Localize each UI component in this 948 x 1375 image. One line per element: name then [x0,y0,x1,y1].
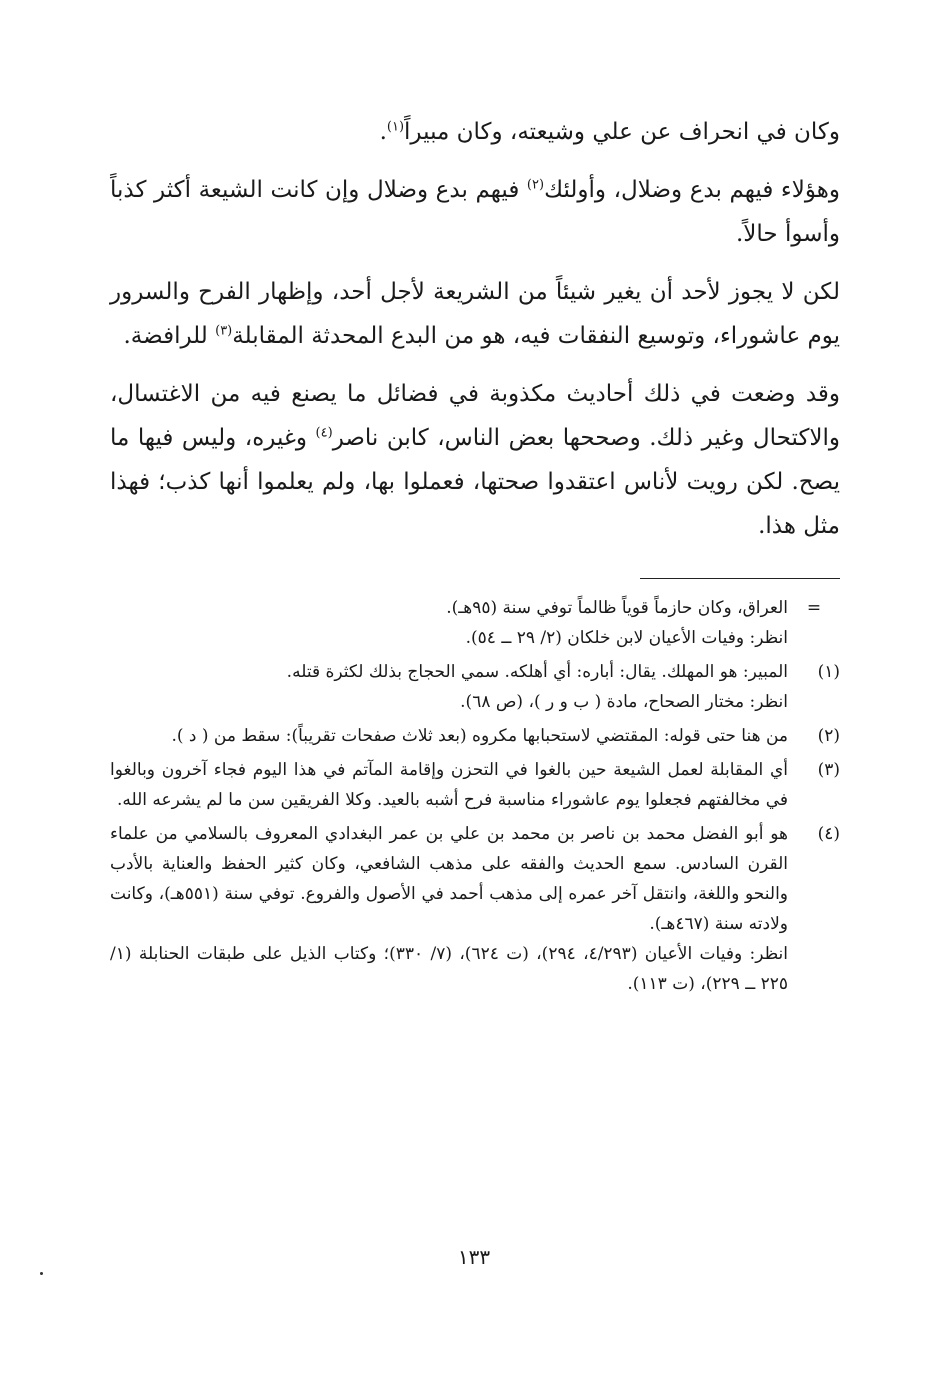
footnote-item [110,657,840,717]
footnote-number: (٣) [817,760,840,780]
paragraph: لكن لا يجوز لأحد أن يغير شيئاً من الشريعة لأجل أحد، وإظهار الفرح والسرور يوم عاشوراء، وتوسيع النفقات فيه، هو من البدع المحدثة المقابلة$^{(٣)}$ للرافضة. [110,279,840,349]
main-text [110,110,840,548]
footnote-line: أي المقابلة لعمل الشيعة حين بالغوا في التحزن وإقامة المآتم في هذا اليوم فجاء آخرون وبالغوا في مخالفتهم فجعلوا يوم عاشوراء مناسبة فرح أشبه بالعيد. وكلا الفريقين سن ما لم يشرعه الله. [110,760,788,810]
paragraph: وقد وضعت في ذلك أحاديث مكذوبة في فضائل ما يصنع فيه من الاغتسال، والاكتحال وغير ذلك. وصححها بعض الناس، كابن ناصر$^{(٤)}$ وغيره، وليس فيها ما يصح. لكن رويت لأناس اعتقدوا صحتها، فعملوا بها، ولم يعلموا أنها كذب؛ فهذا مثل هذا. [110,381,841,539]
footnote-item [110,819,840,999]
footnote-ref[interactable]: (٢) [526,177,545,193]
continuation-mark: = [806,598,822,618]
paragraph: وكان في انحراف عن علي وشيعته، وكان مبيراً$^{(١)}$. [379,119,840,145]
footnote-divider [640,578,840,579]
footnote-line: من هنا حتى قوله: المقتضي لاستحبابها مكروه (بعد ثلاث صفحات تقريباً): سقط من ( د ). [171,726,788,746]
footnote-continuation [110,593,840,653]
footnotes [110,593,840,999]
page-content [110,110,840,1003]
footnote-line: انظر: وفيات الأعيان (٤/٢٩٣، ٢٩٤)، (ت ٦٢٤)، (٧/ ٣٣٠)؛ وكتاب الذيل على طبقات الحنابلة (١/ ٢٢٥ ــ ٢٢٩)، (ت ١١٣). [110,944,789,994]
scan-speck [40,1272,43,1275]
page-number: ١٣٣ [457,1245,491,1269]
footnote-item [110,721,840,751]
footnote-ref[interactable]: (٣) [215,323,233,339]
footnote-line: هو أبو الفضل محمد بن ناصر بن محمد بن علي بن عمر البغدادي المعروف بالسلامي من علماء القرن السادس. سمع الحديث والفقه على مذهب الشافعي، وكان كثير الحفظ والعناية بالأدب والنحو واللغة، وانتقل آخر عمره إلى مذهب أحمد في الأصول والفروع. توفي سنة (٥٥١هـ)، وكانت ولادته سنة (٤٦٧هـ). [110,824,789,934]
footnote-item [110,755,840,815]
footnote-line: العراق، وكان حازماً قوياً ظالماً توفي سنة (٩٥هـ). [446,598,788,618]
footnote-number: (٢) [817,726,840,746]
paragraph: وهؤلاء فيهم بدع وضلال، وأولئك$^{(٢)}$ فيهم بدع وضلال وإن كانت الشيعة أكثر كذباً وأسوأ حالاً. [110,177,840,247]
footnote-ref[interactable]: (٤) [315,425,333,441]
footnote-line: انظر: مختار الصحاح، مادة ( ب و ر )، (ص ٦٨). [460,692,788,712]
footnote-ref[interactable]: (١) [386,119,405,135]
footnote-line: انظر: وفيات الأعيان لابن خلكان (٢/ ٢٩ ــ ٥٤). [465,628,788,648]
footnote-number: (١) [817,662,840,682]
footnote-number: (٤) [817,824,840,844]
footnote-line: المبير: هو المهلك. يقال: أباره: أي أهلكه. سمي الحجاج بذلك لكثرة قتله. [286,662,788,682]
